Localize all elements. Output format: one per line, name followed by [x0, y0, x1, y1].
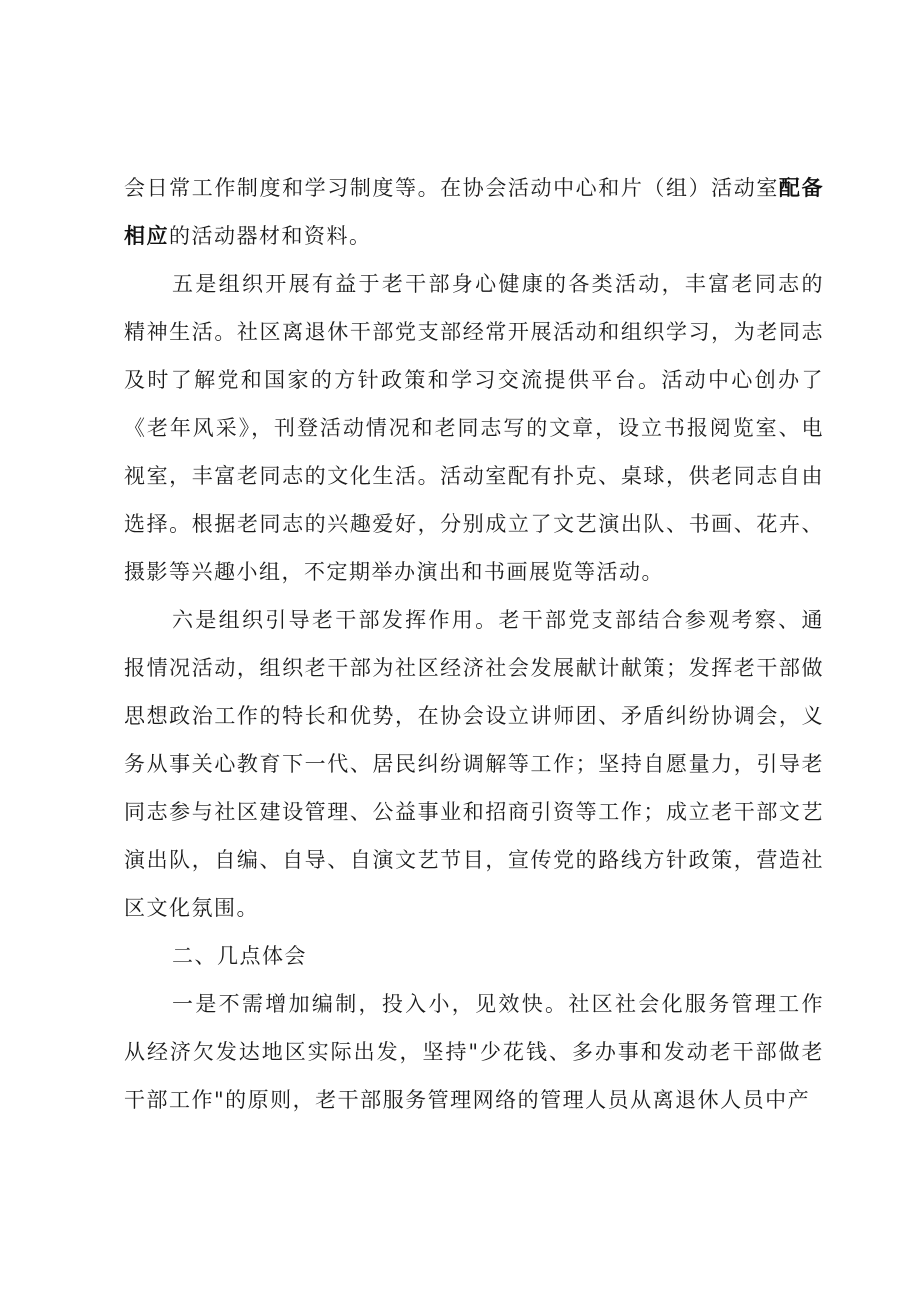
- paragraph-continued: [124, 164, 824, 260]
- paragraph-item-five: 五是组织开展有益于老干部身心健康的各类活动，丰富老同志的精神生活。社区离退休干部党支部经常开展活动和组织学习，为老同志及时了解党和国家的方针政策和学习交流提供平台。活动中心创办了《老年风采》，刊登活动情况和老同志写的文章，设立书报阅览室、电视室，丰富老同志的文化生活。活动室配有扑克、桌球，供老同志自由选择。根据老同志的兴趣爱好，分别成立了文艺演出队、书画、花卉、摄影等兴趣小组，不定期举办演出和书画展览等活动。: [124, 272, 824, 584]
- emphasized-text: 配备相应: [124, 175, 825, 248]
- section-heading: 二、几点体会: [172, 944, 307, 968]
- paragraph-text-end: 的活动器材和资料。: [169, 224, 372, 248]
- paragraph-item-one: 一是不需增加编制，投入小，见效快。社区社会化服务管理工作从经济欠发达地区实际出发，坚持"少花钱、多办事和发动老干部做老干部工作"的原则，老干部服务管理网络的管理人员从离退休人员中产: [124, 992, 824, 1112]
- paragraph-text: 会日常工作制度和学习制度等。在协会活动中心和片（组）活动室: [124, 176, 779, 200]
- paragraph-item-six: 六是组织引导老干部发挥作用。老干部党支部结合参观考察、通报情况活动，组织老干部为社区经济社会发展献计献策；发挥老干部做思想政治工作的特长和优势，在协会设立讲师团、矛盾纠纷协调会，义务从事关心教育下一代、居民纠纷调解等工作；坚持自愿量力，引导老同志参与社区建设管理、公益事业和招商引资等工作；成立老干部文艺演出队，自编、自导、自演文艺节目，宣传党的路线方针政策，营造社区文化氛围。: [124, 608, 824, 920]
